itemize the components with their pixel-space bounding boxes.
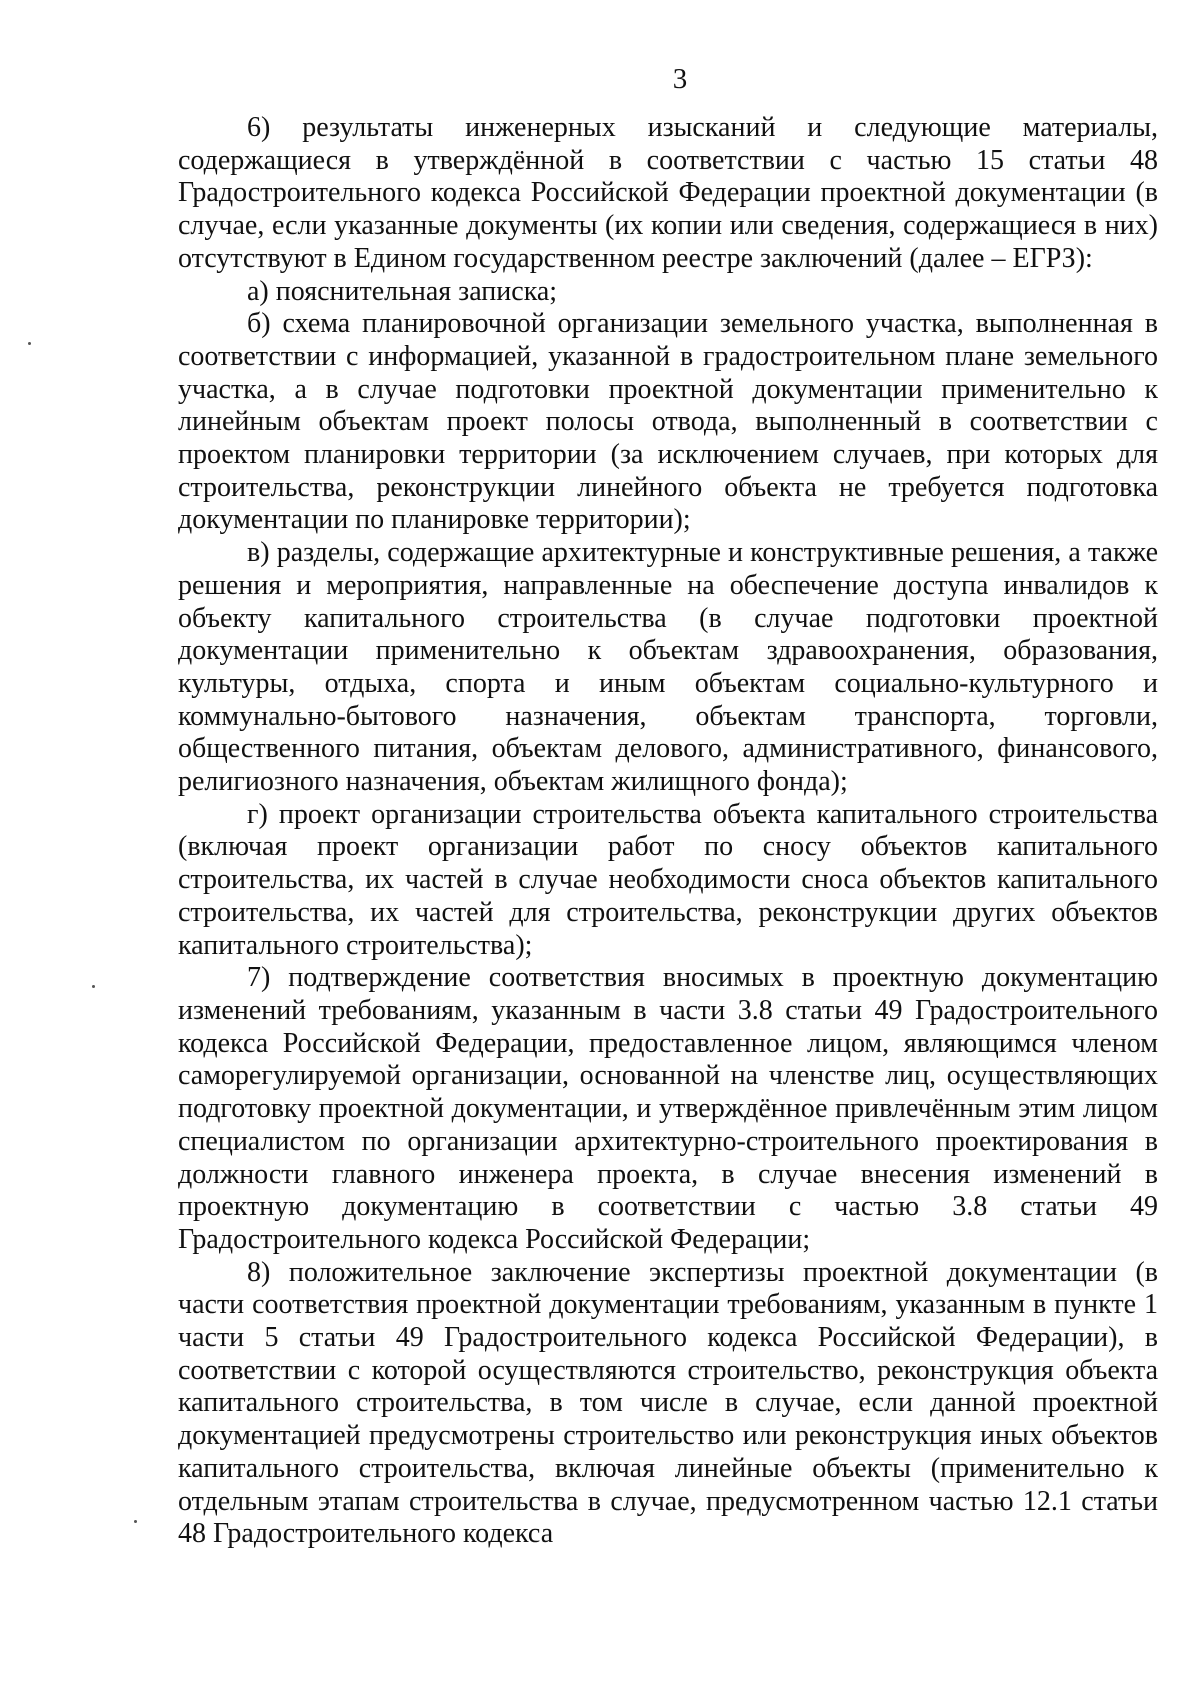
- scan-speck: [134, 1520, 137, 1523]
- paragraph-subitem-b: б) схема планировочной организации земельного участка, выполненная в соответствии с информацией, указанной в градостроительном плане земельного участка, а в случае подготовки проектной документации применительно к линейным объектам проект полосы отвода, выполненный в соответствии с проектом планировки территории (за исключением случаев, при которых для строительства, реконструкции линейного объекта не требуется подготовка документации по планировке территории);: [178, 308, 1158, 536]
- paragraph-subitem-g: г) проект организации строительства объекта капитального строительства (включая проект организации работ по сносу объектов капитального строительства, их частей в случае необходимости сноса объектов капитального строительства, их частей для строительства, реконструкции других объектов капитального строительства);: [178, 798, 1158, 961]
- paragraph-item-6: 6) результаты инженерных изысканий и следующие материалы, содержащиеся в утверждённой в соответствии с частью 15 статьи 48 Градостроительного кодекса Российской Федерации проектной документации (в случае, если указанные документы (их копии или сведения, содержащиеся в них) отсутствуют в Едином государственном реестре заключений (далее – ЕГРЗ):: [178, 112, 1158, 274]
- scan-speck: [92, 985, 95, 988]
- paragraph-item-7: 7) подтверждение соответствия вносимых в проектную документацию изменений требованиям, указанным в части 3.8 статьи 49 Градостроительного кодекса Российской Федерации, предоставленное лицом, являющимся членом саморегулируемой организации, основанной на членстве лиц, осуществляющих подготовку проектной документации, и утверждённое привлечённым этим лицом специалистом по организации архитектурно-строительного проектирования в должности главного инженера проекта, в случае внесения изменений в проектную документацию в соответствии с частью 3.8 статьи 49 Градостроительного кодекса Российской Федерации;: [178, 962, 1158, 1255]
- paragraph-subitem-a: а) пояснительная записка;: [247, 275, 558, 307]
- paragraph-subitem-v: в) разделы, содержащие архитектурные и конструктивные решения, а также решения и мероприятия, направленные на обеспечение доступа инвалидов к объекту капитального строительства (в случае подготовки проектной документации применительно к объектам здравоохранения, образования, культуры, отдыха, спорта и иным объектам социально-культурного и коммунально-бытового назначения, объектам транспорта, торговли, общественного питания, объектам делового, административного, финансового, религиозного назначения, объектам жилищного фонда);: [178, 537, 1158, 798]
- page-number: 3: [672, 63, 688, 95]
- document-body: [178, 112, 1158, 1551]
- scan-speck: [28, 342, 31, 345]
- paragraph-item-8: 8) положительное заключение экспертизы проектной документации (в части соответствия проектной документации требованиям, указанным в пункте 1 части 5 статьи 49 Градостроительного кодекса Российской Федерации), в соответствии с которой осуществляются строительство, реконструкция объекта капитального строительства, в том числе в случае, если данной проектной документацией предусмотрены строительство или реконструкция иных объектов капитального строительства, включая линейные объекты (применительно к отдельным этапам строительства в случае, предусмотренном частью 12.1 статьи 48 Градостроительного кодекса: [178, 1256, 1158, 1550]
